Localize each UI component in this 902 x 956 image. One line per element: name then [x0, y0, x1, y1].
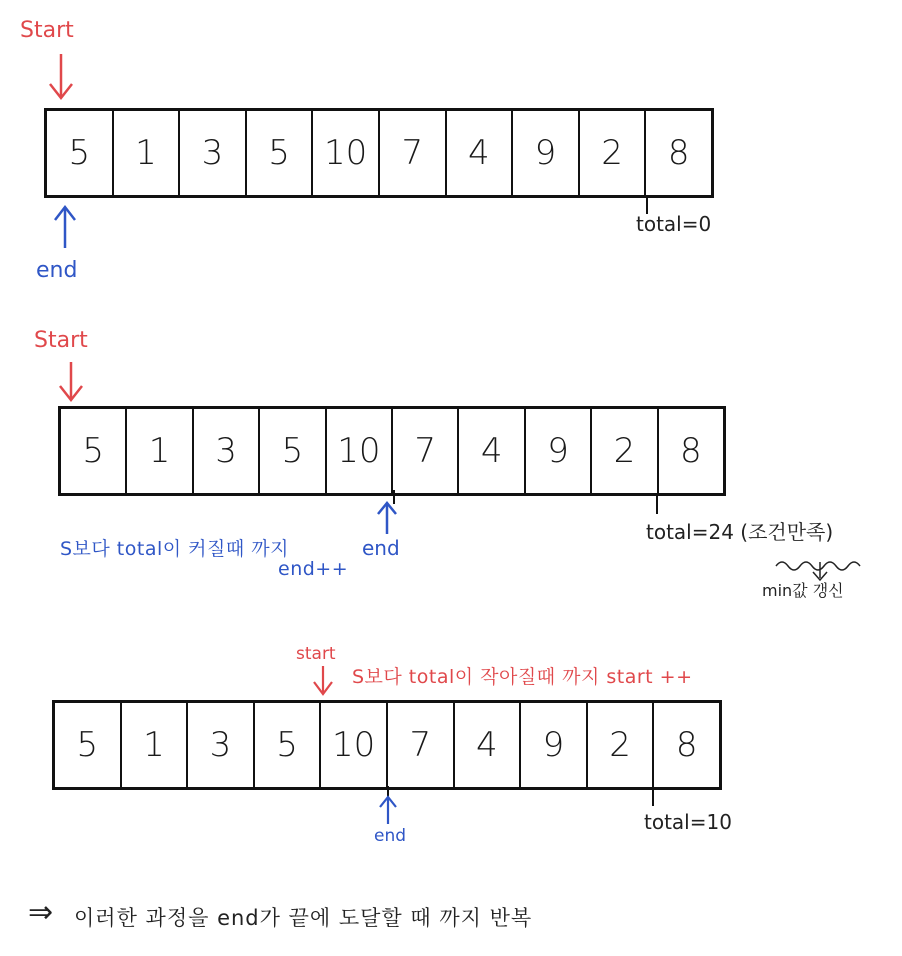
array-cell: 9: [513, 111, 580, 195]
array-cell: 7: [388, 703, 455, 787]
end-arrow-up-icon: [374, 500, 400, 536]
start-label: Start: [34, 328, 88, 353]
array-cell: 2: [580, 111, 647, 195]
array-step3: [52, 700, 722, 790]
end-arrow-up-icon: [376, 794, 400, 826]
array-cell: 3: [188, 703, 255, 787]
array-cell: 4: [447, 111, 514, 195]
double-arrow-icon: ⇒: [28, 895, 54, 930]
rule-grow-text: S보다 total이 커질때 까지: [60, 538, 289, 560]
start-label: start: [296, 644, 336, 664]
array-step2: [58, 406, 726, 496]
array-cell: 4: [455, 703, 522, 787]
array-cell: 9: [526, 409, 592, 493]
min-update-note: min값 갱신: [762, 581, 844, 600]
array-cell: 10: [313, 111, 380, 195]
array-cell: 7: [380, 111, 447, 195]
array-cell: 1: [114, 111, 181, 195]
total-marker-line: [652, 788, 654, 806]
array-cell: 3: [194, 409, 260, 493]
array-cell: 2: [592, 409, 658, 493]
total-step3: total=10: [644, 810, 732, 834]
array-cell: 9: [521, 703, 588, 787]
array-cell: 5: [61, 409, 127, 493]
array-cell: 5: [47, 111, 114, 195]
array-cell: 8: [675, 725, 698, 765]
end-position-tick: [393, 490, 395, 504]
start-arrow-down-icon: [310, 664, 336, 698]
array-cell: 8: [680, 431, 702, 471]
total-marker-line: [656, 496, 658, 514]
end-label: end: [36, 258, 78, 283]
array-cell: 5: [260, 409, 326, 493]
array-step1: [44, 108, 714, 198]
end-label: end: [374, 826, 407, 846]
total-step1: total=0: [636, 212, 712, 236]
array-cell: 8: [667, 133, 690, 173]
array-cell: 1: [127, 409, 193, 493]
total-step2: total=24 (조건만족): [646, 520, 834, 544]
array-cell: 10: [327, 409, 393, 493]
array-cell: 5: [247, 111, 314, 195]
array-cell: 4: [459, 409, 525, 493]
rule-grow-action: end++: [278, 558, 349, 580]
end-arrow-up-icon: [50, 204, 80, 250]
summary-text: 이러한 과정을 end가 끝에 도달할 때 까지 반복: [74, 906, 533, 930]
array-cell: 1: [122, 703, 189, 787]
array-cell: 5: [255, 703, 322, 787]
array-cell: 5: [55, 703, 122, 787]
start-label: Start: [20, 18, 74, 43]
array-cell: 7: [393, 409, 459, 493]
end-label: end: [362, 536, 400, 560]
rule-shrink-text: S보다 total이 작아질때 까지 start ++: [352, 666, 693, 688]
array-cell: 2: [588, 703, 655, 787]
start-arrow-down-icon: [46, 52, 76, 102]
start-arrow-down-icon: [56, 360, 86, 404]
array-cell: 10: [321, 703, 388, 787]
array-cell: 3: [180, 111, 247, 195]
